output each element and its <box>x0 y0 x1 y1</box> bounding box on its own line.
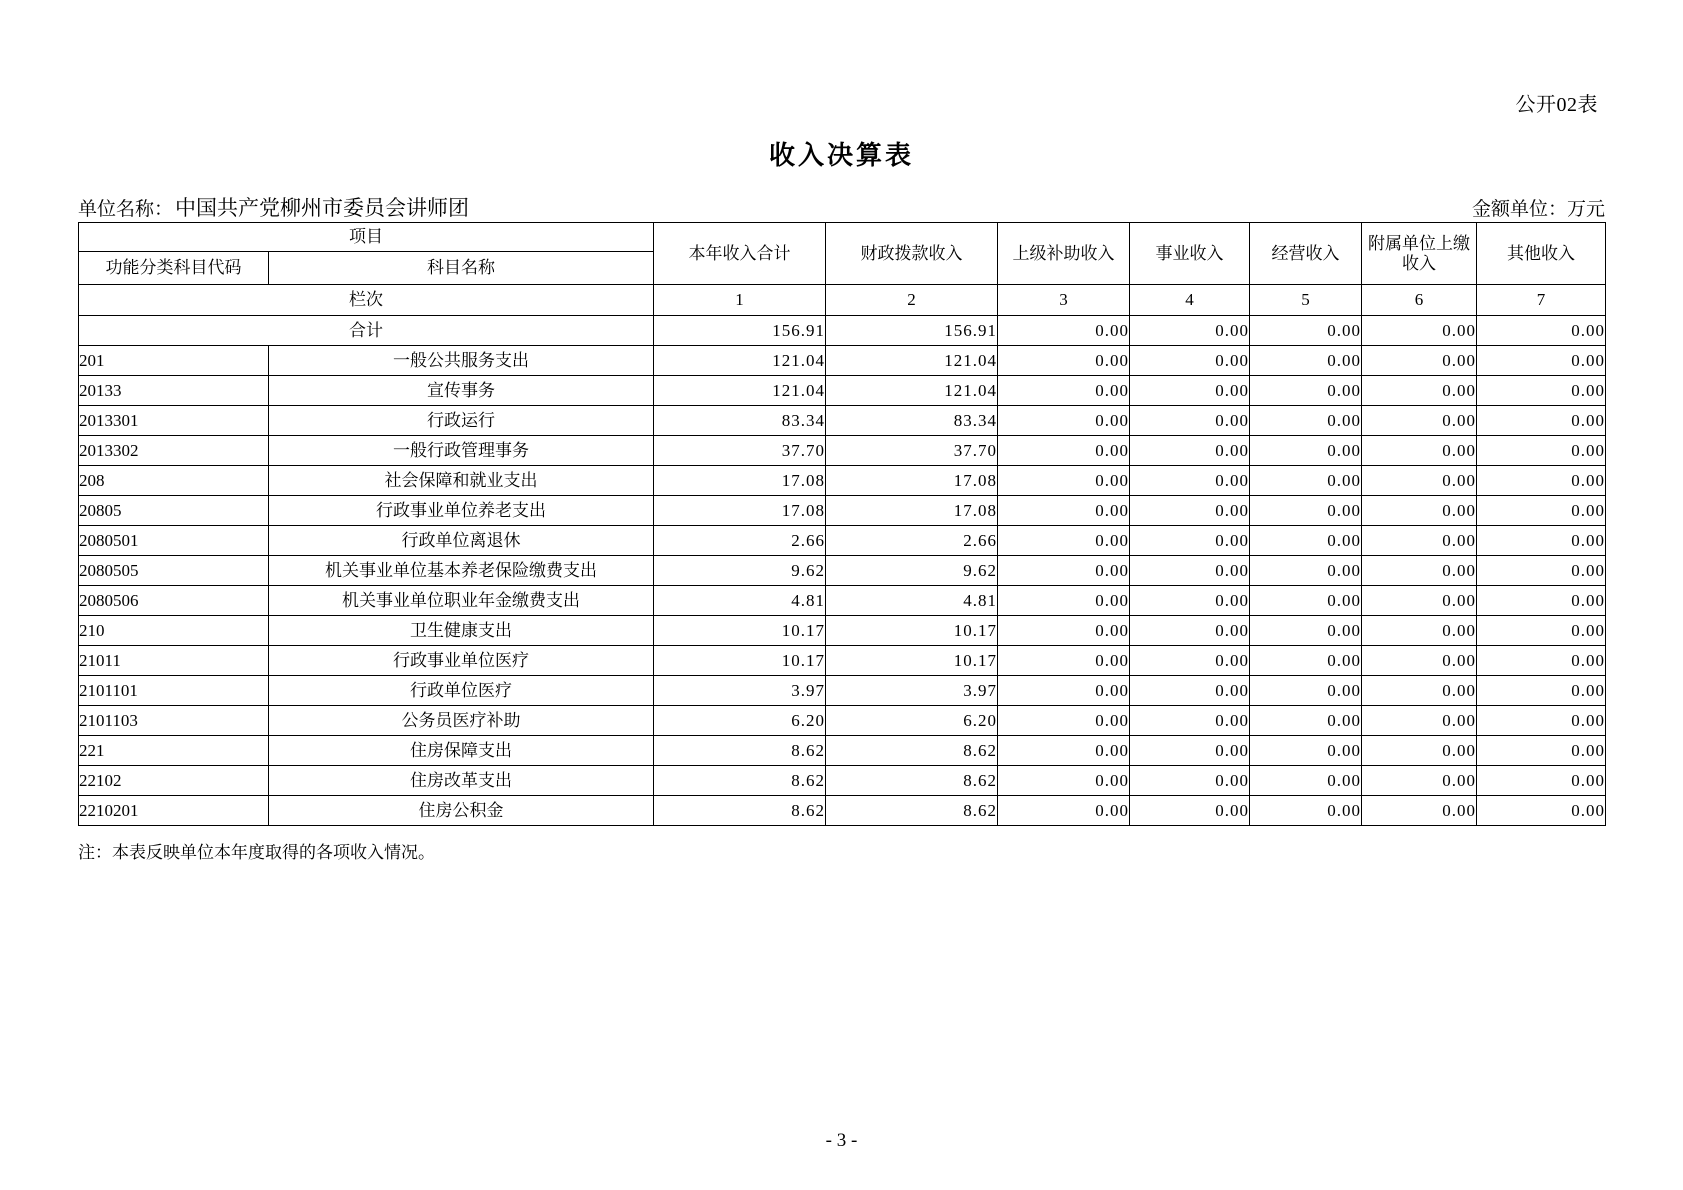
row-value-4: 0.00 <box>1130 346 1250 376</box>
row-value-6: 0.00 <box>1362 706 1477 736</box>
row-value-6: 0.00 <box>1362 586 1477 616</box>
row-value-1: 9.62 <box>654 556 826 586</box>
row-subject-name: 住房保障支出 <box>269 736 654 766</box>
header-col-3: 上级补助收入 <box>998 223 1130 285</box>
row-value-2: 37.70 <box>826 436 998 466</box>
row-value-7: 0.00 <box>1477 706 1606 736</box>
unit-name-value: 中国共产党柳州市委员会讲师团 <box>175 196 470 220</box>
header-row-lane <box>79 285 1606 316</box>
row-value-2: 2.66 <box>826 526 998 556</box>
lane-number-6: 6 <box>1362 285 1477 316</box>
row-value-2: 4.81 <box>826 586 998 616</box>
row-subject-name: 行政事业单位医疗 <box>269 646 654 676</box>
row-value-4: 0.00 <box>1130 766 1250 796</box>
row-value-1: 121.04 <box>654 376 826 406</box>
header-subject-name: 科目名称 <box>269 252 654 285</box>
row-subject-name: 行政运行 <box>269 406 654 436</box>
row-value-2: 10.17 <box>826 616 998 646</box>
row-function-code: 2080501 <box>79 526 269 556</box>
row-value-7: 0.00 <box>1477 436 1606 466</box>
row-function-code: 2013301 <box>79 406 269 436</box>
header-col-6: 附属单位上缴收入 <box>1362 223 1477 285</box>
row-value-7: 0.00 <box>1477 346 1606 376</box>
row-value-3: 0.00 <box>998 496 1130 526</box>
lane-label: 栏次 <box>79 285 654 316</box>
amount-unit-label: 金额单位：万元 <box>1471 199 1605 220</box>
row-value-2: 6.20 <box>826 706 998 736</box>
row-value-1: 4.81 <box>654 586 826 616</box>
row-value-5: 0.00 <box>1250 796 1362 826</box>
table-row <box>79 586 1606 616</box>
table-row <box>79 556 1606 586</box>
meta-row <box>78 192 1605 222</box>
row-value-7: 0.00 <box>1477 676 1606 706</box>
row-value-6: 0.00 <box>1362 766 1477 796</box>
row-value-6: 0.00 <box>1362 796 1477 826</box>
row-value-4: 0.00 <box>1130 706 1250 736</box>
row-value-2: 8.62 <box>826 766 998 796</box>
unit-name-group <box>78 192 469 222</box>
row-value-4: 0.00 <box>1130 676 1250 706</box>
row-value-2: 10.17 <box>826 646 998 676</box>
row-value-3: 0.00 <box>998 556 1130 586</box>
table-row <box>79 676 1606 706</box>
row-subject-name: 行政单位医疗 <box>269 676 654 706</box>
row-value-1: 8.62 <box>654 736 826 766</box>
row-value-4: 0.00 <box>1130 796 1250 826</box>
row-subject-name: 住房公积金 <box>269 796 654 826</box>
row-value-4: 0.00 <box>1130 616 1250 646</box>
row-function-code: 221 <box>79 736 269 766</box>
row-value-3: 0.00 <box>998 616 1130 646</box>
row-value-5: 0.00 <box>1250 466 1362 496</box>
row-value-6: 0.00 <box>1362 646 1477 676</box>
row-value-2: 83.34 <box>826 406 998 436</box>
table-row <box>79 436 1606 466</box>
row-value-6: 0.00 <box>1362 316 1477 346</box>
table-row <box>79 766 1606 796</box>
row-value-5: 0.00 <box>1250 736 1362 766</box>
row-subject-name: 行政事业单位养老支出 <box>269 496 654 526</box>
lane-number-7: 7 <box>1477 285 1606 316</box>
row-value-3: 0.00 <box>998 676 1130 706</box>
lane-number-3: 3 <box>998 285 1130 316</box>
row-value-3: 0.00 <box>998 796 1130 826</box>
row-value-5: 0.00 <box>1250 616 1362 646</box>
row-value-1: 83.34 <box>654 406 826 436</box>
row-value-7: 0.00 <box>1477 736 1606 766</box>
row-function-code: 210 <box>79 616 269 646</box>
row-function-code: 20805 <box>79 496 269 526</box>
row-value-1: 3.97 <box>654 676 826 706</box>
table-row <box>79 466 1606 496</box>
row-value-6: 0.00 <box>1362 466 1477 496</box>
row-value-3: 0.00 <box>998 346 1130 376</box>
row-value-1: 8.62 <box>654 766 826 796</box>
table-row <box>79 376 1606 406</box>
row-value-3: 0.00 <box>998 466 1130 496</box>
table-row <box>79 706 1606 736</box>
table-row <box>79 346 1606 376</box>
row-value-6: 0.00 <box>1362 676 1477 706</box>
row-value-7: 0.00 <box>1477 616 1606 646</box>
row-value-1: 37.70 <box>654 436 826 466</box>
row-value-1: 2.66 <box>654 526 826 556</box>
table-row <box>79 406 1606 436</box>
row-value-3: 0.00 <box>998 316 1130 346</box>
row-value-3: 0.00 <box>998 736 1130 766</box>
row-value-7: 0.00 <box>1477 556 1606 586</box>
header-col-1: 本年收入合计 <box>654 223 826 285</box>
row-value-4: 0.00 <box>1130 556 1250 586</box>
row-value-4: 0.00 <box>1130 526 1250 556</box>
table-head <box>79 223 1606 316</box>
row-value-7: 0.00 <box>1477 376 1606 406</box>
row-function-code: 2080505 <box>79 556 269 586</box>
row-value-6: 0.00 <box>1362 376 1477 406</box>
row-subject-name: 一般公共服务支出 <box>269 346 654 376</box>
row-subject-name: 一般行政管理事务 <box>269 436 654 466</box>
row-value-4: 0.00 <box>1130 586 1250 616</box>
row-value-1: 17.08 <box>654 466 826 496</box>
row-value-1: 156.91 <box>654 316 826 346</box>
row-value-6: 0.00 <box>1362 736 1477 766</box>
row-value-2: 17.08 <box>826 496 998 526</box>
header-row-1 <box>79 223 1606 252</box>
row-value-3: 0.00 <box>998 376 1130 406</box>
lane-number-5: 5 <box>1250 285 1362 316</box>
table-row <box>79 316 1606 346</box>
row-subject-name: 宣传事务 <box>269 376 654 406</box>
income-final-accounts-table <box>78 222 1606 826</box>
row-value-3: 0.00 <box>998 646 1130 676</box>
header-function-code: 功能分类科目代码 <box>79 252 269 285</box>
row-value-7: 0.00 <box>1477 796 1606 826</box>
row-value-4: 0.00 <box>1130 646 1250 676</box>
row-function-code: 21011 <box>79 646 269 676</box>
table-row <box>79 736 1606 766</box>
row-value-5: 0.00 <box>1250 766 1362 796</box>
row-value-6: 0.00 <box>1362 346 1477 376</box>
row-value-2: 9.62 <box>826 556 998 586</box>
page-title: 收入决算表 <box>768 141 914 170</box>
row-value-7: 0.00 <box>1477 316 1606 346</box>
row-value-3: 0.00 <box>998 706 1130 736</box>
row-value-1: 17.08 <box>654 496 826 526</box>
row-value-4: 0.00 <box>1130 316 1250 346</box>
row-value-4: 0.00 <box>1130 436 1250 466</box>
row-value-6: 0.00 <box>1362 496 1477 526</box>
row-total-label: 合计 <box>79 316 654 346</box>
row-function-code: 20133 <box>79 376 269 406</box>
row-value-2: 121.04 <box>826 376 998 406</box>
row-value-4: 0.00 <box>1130 496 1250 526</box>
row-value-5: 0.00 <box>1250 376 1362 406</box>
row-function-code: 208 <box>79 466 269 496</box>
header-col-4: 事业收入 <box>1130 223 1250 285</box>
row-value-5: 0.00 <box>1250 706 1362 736</box>
table-row <box>79 616 1606 646</box>
row-subject-name: 机关事业单位职业年金缴费支出 <box>269 586 654 616</box>
row-value-5: 0.00 <box>1250 406 1362 436</box>
row-value-7: 0.00 <box>1477 586 1606 616</box>
unit-name-label: 单位名称： <box>78 199 174 220</box>
row-function-code: 22102 <box>79 766 269 796</box>
row-value-3: 0.00 <box>998 766 1130 796</box>
row-value-1: 8.62 <box>654 796 826 826</box>
header-project-group: 项目 <box>79 223 654 252</box>
row-value-6: 0.00 <box>1362 406 1477 436</box>
row-value-7: 0.00 <box>1477 496 1606 526</box>
row-value-7: 0.00 <box>1477 766 1606 796</box>
row-value-7: 0.00 <box>1477 646 1606 676</box>
row-value-5: 0.00 <box>1250 586 1362 616</box>
row-value-4: 0.00 <box>1130 406 1250 436</box>
row-value-5: 0.00 <box>1250 676 1362 706</box>
row-subject-name: 住房改革支出 <box>269 766 654 796</box>
row-value-5: 0.00 <box>1250 556 1362 586</box>
row-value-5: 0.00 <box>1250 346 1362 376</box>
row-value-2: 8.62 <box>826 796 998 826</box>
row-subject-name: 行政单位离退休 <box>269 526 654 556</box>
row-value-2: 8.62 <box>826 736 998 766</box>
row-function-code: 2101101 <box>79 676 269 706</box>
row-value-4: 0.00 <box>1130 736 1250 766</box>
row-value-7: 0.00 <box>1477 466 1606 496</box>
page-number: - 3 - <box>825 1130 858 1151</box>
row-function-code: 2080506 <box>79 586 269 616</box>
row-value-3: 0.00 <box>998 436 1130 466</box>
row-function-code: 201 <box>79 346 269 376</box>
header-col-2: 财政拨款收入 <box>826 223 998 285</box>
header-col-7: 其他收入 <box>1477 223 1606 285</box>
table-body <box>79 316 1606 826</box>
row-value-6: 0.00 <box>1362 526 1477 556</box>
table-row <box>79 646 1606 676</box>
table-row <box>79 526 1606 556</box>
row-function-code: 2013302 <box>79 436 269 466</box>
row-value-1: 121.04 <box>654 346 826 376</box>
row-value-2: 156.91 <box>826 316 998 346</box>
row-value-1: 10.17 <box>654 616 826 646</box>
header-col-5: 经营收入 <box>1250 223 1362 285</box>
row-value-3: 0.00 <box>998 526 1130 556</box>
lane-number-4: 4 <box>1130 285 1250 316</box>
row-value-1: 10.17 <box>654 646 826 676</box>
table-row <box>79 796 1606 826</box>
row-value-6: 0.00 <box>1362 616 1477 646</box>
row-function-code: 2101103 <box>79 706 269 736</box>
row-value-6: 0.00 <box>1362 436 1477 466</box>
row-value-5: 0.00 <box>1250 526 1362 556</box>
row-subject-name: 社会保障和就业支出 <box>269 466 654 496</box>
row-value-3: 0.00 <box>998 406 1130 436</box>
row-subject-name: 卫生健康支出 <box>269 616 654 646</box>
row-value-5: 0.00 <box>1250 646 1362 676</box>
row-value-5: 0.00 <box>1250 496 1362 526</box>
row-value-2: 3.97 <box>826 676 998 706</box>
row-value-1: 6.20 <box>654 706 826 736</box>
lane-number-1: 1 <box>654 285 826 316</box>
row-value-3: 0.00 <box>998 586 1130 616</box>
row-value-4: 0.00 <box>1130 466 1250 496</box>
row-value-5: 0.00 <box>1250 316 1362 346</box>
row-value-6: 0.00 <box>1362 556 1477 586</box>
row-value-5: 0.00 <box>1250 436 1362 466</box>
row-function-code: 2210201 <box>79 796 269 826</box>
lane-number-2: 2 <box>826 285 998 316</box>
form-code-label: 公开02表 <box>1515 94 1598 116</box>
row-value-2: 121.04 <box>826 346 998 376</box>
row-value-4: 0.00 <box>1130 376 1250 406</box>
row-subject-name: 公务员医疗补助 <box>269 706 654 736</box>
row-value-7: 0.00 <box>1477 406 1606 436</box>
row-subject-name: 机关事业单位基本养老保险缴费支出 <box>269 556 654 586</box>
row-value-2: 17.08 <box>826 466 998 496</box>
table-note: 注：本表反映单位本年度取得的各项收入情况。 <box>78 843 435 862</box>
table-row <box>79 496 1606 526</box>
row-value-7: 0.00 <box>1477 526 1606 556</box>
